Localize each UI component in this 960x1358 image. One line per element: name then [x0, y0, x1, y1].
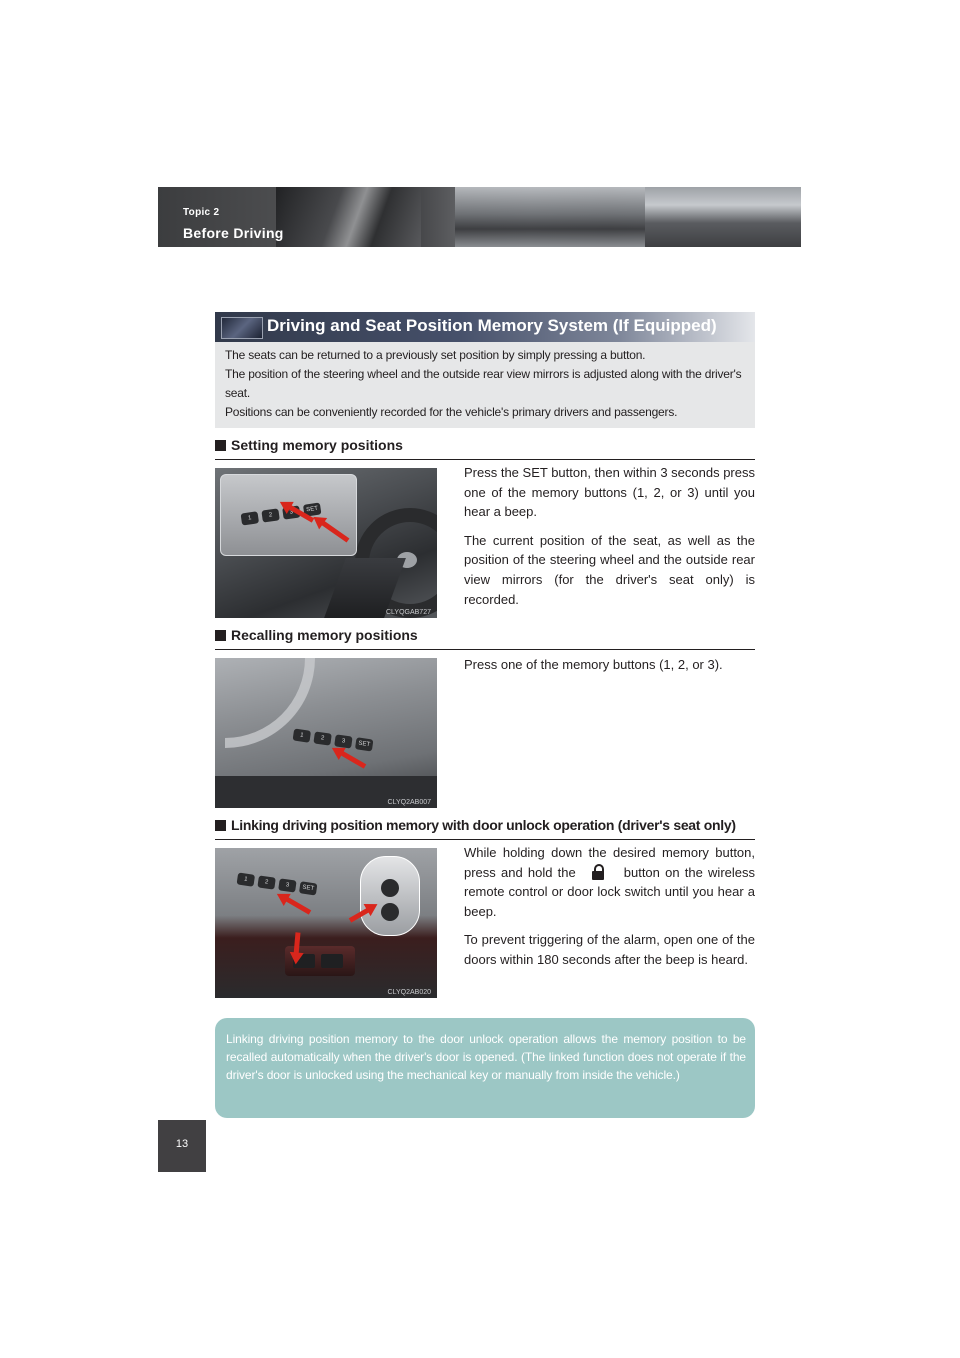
subheading-text: Recalling memory positions: [231, 627, 418, 643]
memory-button-3: 3: [334, 734, 353, 748]
set-button: SET: [299, 881, 318, 895]
note-text: Linking driving position memory to the door unlock operation allows the memory position to be recalled automatically when the driver's door is opened. (The linked function does not operate if the driver's door is unlocked using the mechanical key or manually from inside the vehicle.): [226, 1032, 746, 1082]
memory-switch-panel: [220, 474, 357, 556]
paragraph: Press one of the memory buttons (1, 2, or 3).: [464, 657, 723, 672]
set-button: SET: [355, 737, 374, 751]
wireless-remote: [360, 856, 420, 936]
memory-button-1: 1: [237, 872, 256, 886]
memory-button-3: 3: [282, 505, 301, 519]
paragraph: To prevent triggering of the alarm, open one of the doors within 180 seconds after the beep is heard.: [464, 932, 755, 967]
subheading-linking-memory: [215, 817, 755, 840]
memory-button-2: 2: [257, 875, 276, 889]
paragraph: Press the SET button, then within 3 seconds press one of the memory buttons (1, 2, or 3) until you hear a beep.: [464, 465, 755, 520]
intro-line: Positions can be conveniently recorded for the vehicle's primary drivers and passengers.: [225, 405, 678, 419]
intro-text: [225, 346, 750, 422]
unlock-icon: [592, 864, 604, 880]
topic-title: Before Driving: [183, 225, 284, 241]
memory-button-1: 1: [241, 511, 260, 525]
page-number: 13: [175, 1138, 189, 1150]
topic-header-banner: [158, 187, 801, 247]
subheading-text: Setting memory positions: [231, 437, 403, 453]
image-code: CLYQGAB727: [385, 609, 431, 616]
note-box: [215, 1018, 755, 1118]
image-code: CLYQ2AB020: [387, 989, 431, 996]
set-button: SET: [303, 502, 322, 516]
body-linking-memory: [464, 843, 755, 979]
body-recalling-memory: [464, 655, 755, 684]
header-photo-interior: [455, 187, 645, 247]
photo-setting-memory: [215, 468, 437, 618]
section-heading-bar: [215, 312, 755, 342]
intro-line: The position of the steering wheel and the outside rear view mirrors is adjusted along with the driver's seat.: [225, 367, 742, 400]
memory-button-2: 2: [313, 731, 332, 745]
intro-line: The seats can be returned to a previously set position by simply pressing a button.: [225, 348, 646, 362]
photo-recalling-memory: [215, 658, 437, 808]
square-bullet-icon: [215, 630, 226, 641]
subheading-setting-memory: [215, 437, 755, 460]
header-photo-door: [276, 187, 421, 247]
memory-button-1: 1: [293, 728, 312, 742]
memory-button-3: 3: [278, 878, 297, 892]
square-bullet-icon: [215, 820, 226, 831]
paragraph: [464, 843, 755, 921]
image-code: CLYQ2AB007: [387, 799, 431, 806]
intro-box: [215, 342, 755, 428]
memory-button-2: 2: [261, 508, 280, 522]
topic-label: Topic 2: [183, 207, 220, 218]
subheading-recalling-memory: [215, 627, 755, 650]
body-setting-memory: [464, 463, 755, 618]
header-photo-car: [645, 187, 801, 247]
section-title: Driving and Seat Position Memory System (If Equipped): [267, 316, 717, 335]
subheading-text: Linking driving position memory with door unlock operation (driver's seat only): [231, 817, 736, 833]
paragraph-text: button on the wireless remote control or door lock switch until you hear a beep.: [464, 864, 755, 919]
photo-linking-memory: [215, 848, 437, 998]
square-bullet-icon: [215, 440, 226, 451]
section-thumbnail-icon: [221, 317, 263, 339]
page-number-tab: [158, 1120, 206, 1172]
paragraph-text: While holding down the desired memory button, press and hold the: [464, 845, 755, 880]
paragraph: The current position of the seat, as well as the position of the steering wheel and the outside rear view mirrors (for the driver's seat only) is recorded.: [464, 532, 755, 607]
